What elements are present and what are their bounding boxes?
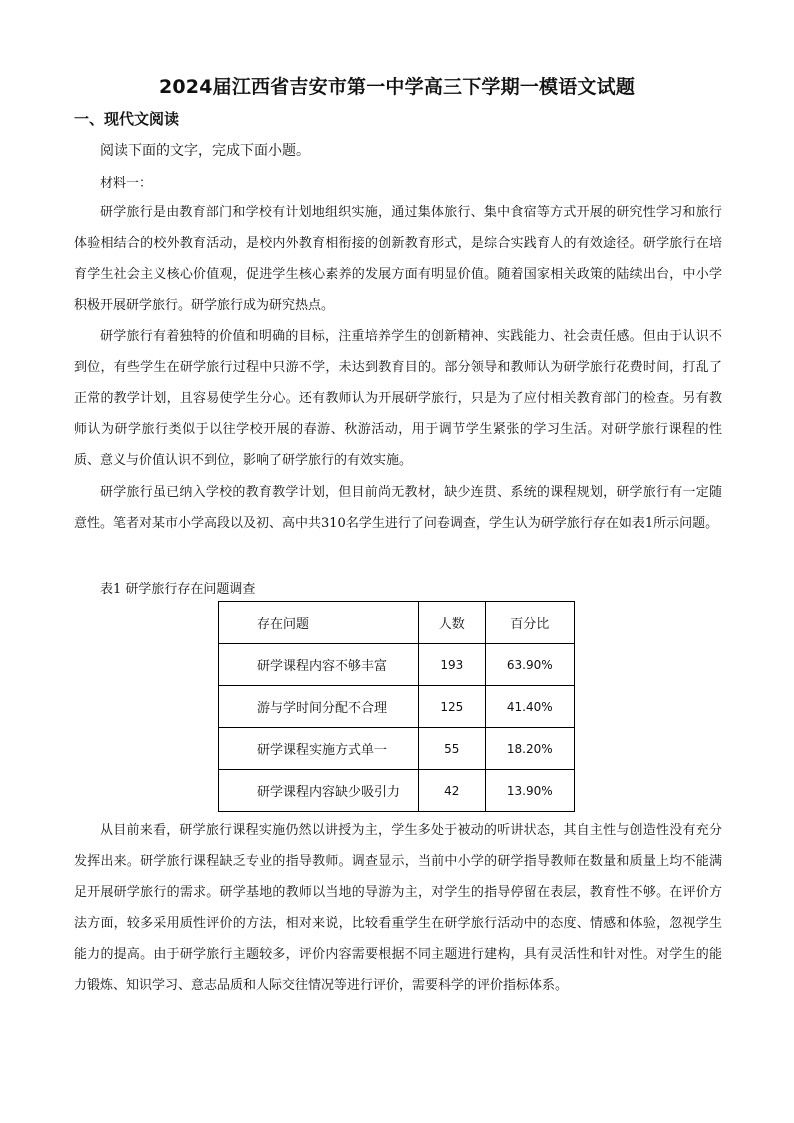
table-row [219,644,575,686]
column-header: 百分比 [485,602,574,644]
table-row [219,770,575,812]
table-cell: 125 [419,686,485,728]
table-cell: 193 [419,644,485,686]
survey-table [218,601,575,812]
instruction-text: 阅读下面的文字，完成下面小题。 [100,143,310,159]
column-header: 存在问题 [219,602,419,644]
table-cell: 63.90% [485,644,574,686]
table-cell: 42 [419,770,485,812]
paragraph: 研学旅行有着独特的价值和明确的目标，注重培养学生的创新精神、实践能力、社会责任感。但由于认识不到位，有些学生在研学旅行过程中只游不学，未达到教育目的。部分领导和教师认为研学旅行花费时间，打乱了正常的教学计划，且容易使学生分心。还有教师认为开展研学旅行，只是为了应付相关教育部门的检查。另有教师认为研学旅行类似于以往学校开展的春游、秋游活动，用于调节学生紧张的学习生活。对研学旅行课程的性质、意义与价值认识不到位，影响了研学旅行的有效实施。 [74,329,722,468]
material-label: 材料一： [100,176,153,191]
table-cell: 研学课程实施方式单一 [219,728,419,770]
table-cell: 18.20% [485,728,574,770]
table-cell: 研学课程内容不够丰富 [219,644,419,686]
table-row [219,728,575,770]
table-header-row [219,602,575,644]
table-cell: 游与学时间分配不合理 [219,686,419,728]
table-cell: 55 [419,728,485,770]
table-cell: 研学课程内容缺少吸引力 [219,770,419,812]
table-caption: 表1 研学旅行存在问题调查 [100,582,256,597]
table-cell: 13.90% [485,770,574,812]
column-header: 人数 [419,602,485,644]
paragraph: 研学旅行虽已纳入学校的教育教学计划，但目前尚无教材，缺少连贯、系统的课程规划，研学旅行有一定随意性。笔者对某市小学高段以及初、高中共310名学生进行了问卷调查，学生认为研学旅行存在如表1所示问题。 [74,485,722,531]
table-cell: 41.40% [485,686,574,728]
table-row [219,686,575,728]
page-title: 2024届江西省吉安市第一中学高三下学期一模语文试题 [158,76,636,98]
paragraph: 研学旅行是由教育部门和学校有计划地组织实施，通过集体旅行、集中食宿等方式开展的研究性学习和旅行体验相结合的校外教育活动，是校内外教育相衔接的创新教育形式，是综合实践育人的有效途径。研学旅行在培育学生社会主义核心价值观，促进学生核心素养的发展方面有明显价值。随着国家相关政策的陆续出台，中小学积极开展研学旅行。研学旅行成为研究热点。 [74,205,722,313]
section-heading: 一、现代文阅读 [74,110,180,128]
paragraph: 从目前来看，研学旅行课程实施仍然以讲授为主，学生多处于被动的听讲状态，其自主性与创造性没有充分发挥出来。研学旅行课程缺乏专业的指导教师。调查显示，当前中小学的研学指导教师在数量和质量上均不能满足开展研学旅行的需求。研学基地的教师以当地的导游为主，对学生的指导停留在表层，教育性不够。在评价方法方面，较多采用质性评价的方法，相对来说，比较看重学生在研学旅行活动中的态度、情感和体验，忽视学生能力的提高。由于研学旅行主题较多，评价内容需要根据不同主题进行建构，具有灵活性和针对性。对学生的能力锻炼、知识学习、意志品质和人际交往情况等进行评价，需要科学的评价指标体系。 [74,823,722,993]
